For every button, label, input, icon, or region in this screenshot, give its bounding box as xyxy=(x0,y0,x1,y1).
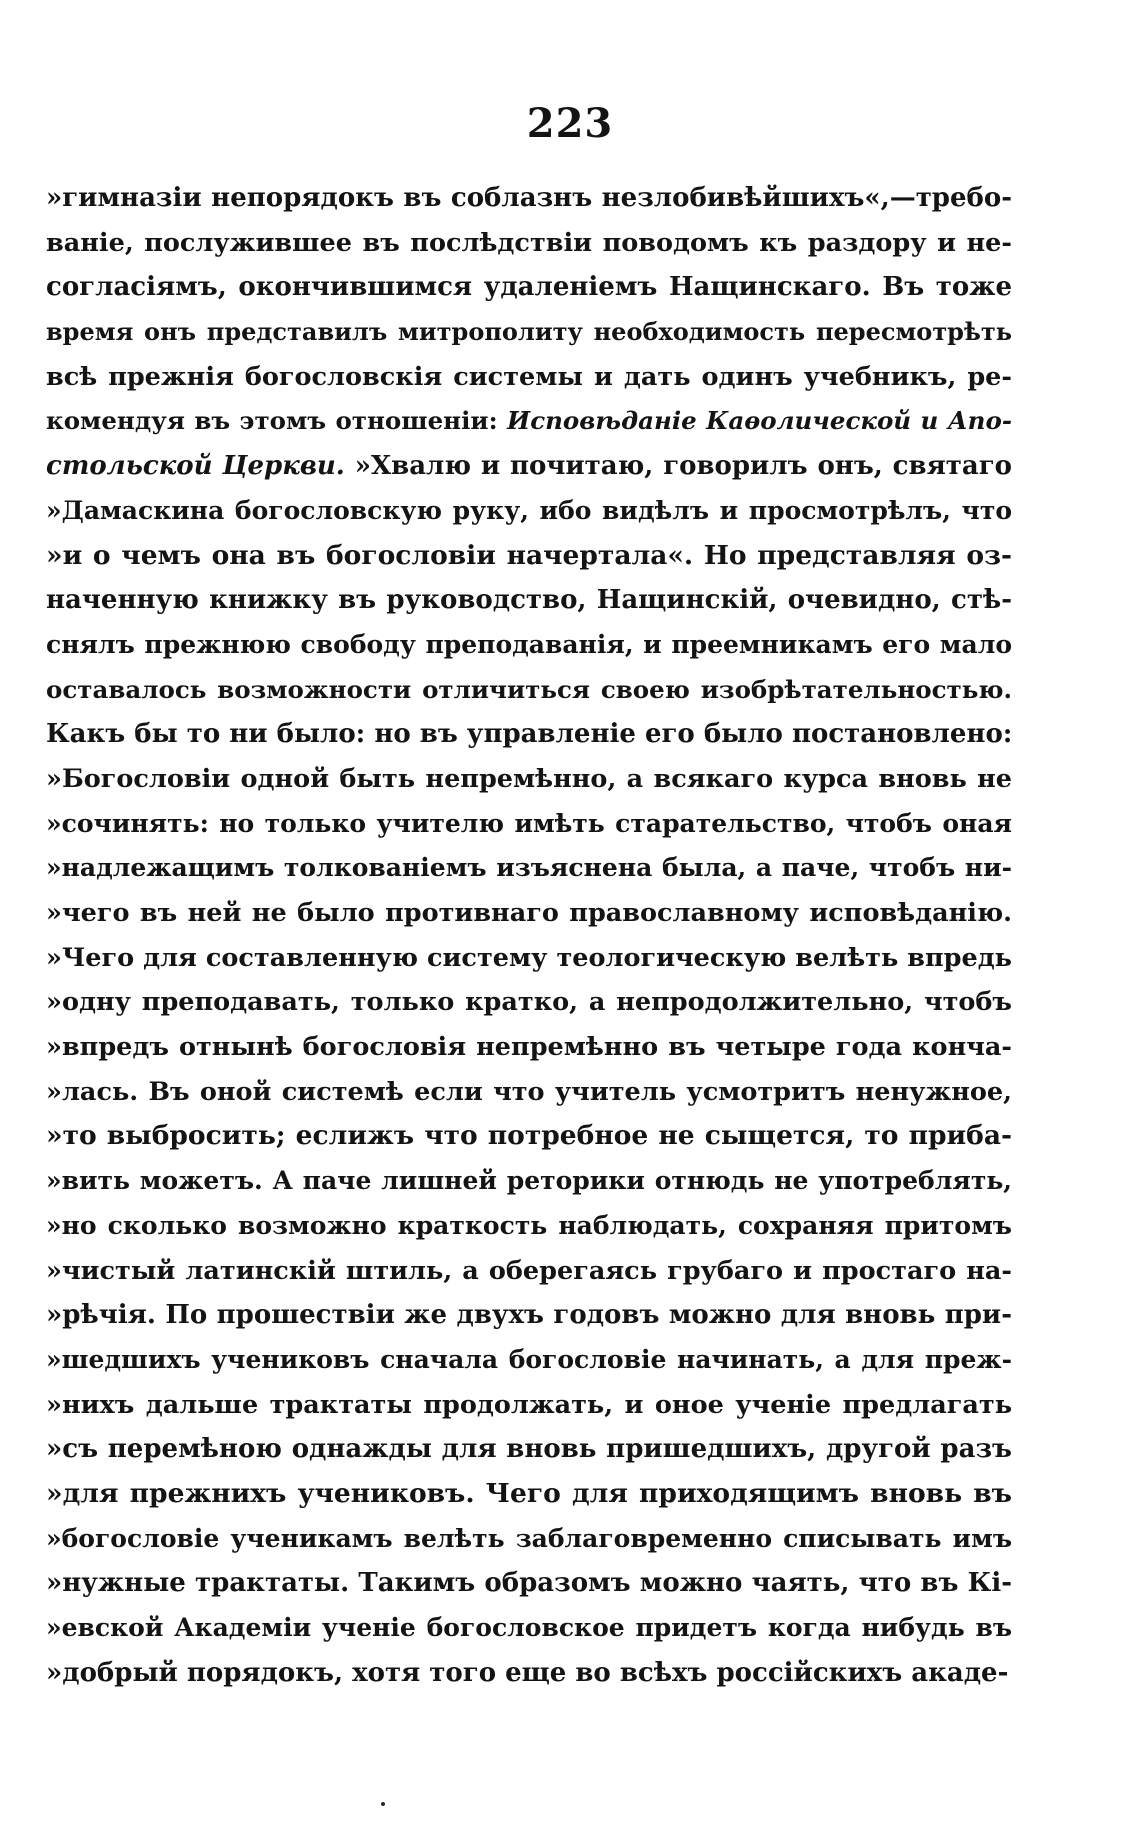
text-line xyxy=(46,444,1012,489)
text-line xyxy=(46,399,1012,444)
text-line: »евской Академіи ученіе богословское придетъ когда нибудь въ xyxy=(46,1613,1012,1642)
text-line: »лась. Въ оной системѣ если что учитель усмотритъ ненужное, xyxy=(46,1076,1012,1107)
text-line: всѣ прежнія богословскія системы и дать одинъ учебникъ, ре- xyxy=(46,361,1012,392)
text-line: »одну преподавать, только кратко, а непродолжительно, чтобъ xyxy=(46,987,1012,1018)
page-number: 223 xyxy=(526,100,614,147)
text-line: »Дамаскина богословскую руку, ибо видѣлъ и просмотрѣлъ, что xyxy=(46,495,1012,525)
line-text: комендуя въ этомъ отношеніи: xyxy=(46,406,508,436)
text-line: время онъ представилъ митрополиту необходимость пересмотрѣть xyxy=(46,317,1012,347)
text-line: »богословіе ученикамъ велѣть заблаговременно списывать имъ xyxy=(46,1523,1012,1553)
text-line: »гимназіи непорядокъ въ соблазнъ незлобивѣйшихъ«,—требо- xyxy=(46,183,1012,213)
text-line: »чего въ ней не было противнаго православному исповѣданію. xyxy=(46,898,1012,928)
text-line: »нихъ дальше трактаты продолжать, и оное ученіе предлагать xyxy=(46,1389,1012,1420)
text-line: »чистый латинскій штиль, а оберегаясь грубаго и простаго на- xyxy=(46,1255,1012,1286)
italic-title: Исповѣданіе Каѳолической и Апо- xyxy=(507,406,1012,436)
text-line: »нужные трактаты. Такимъ образомъ можно чаять, что въ Кі- xyxy=(46,1568,1012,1599)
text-line: »съ перемѣною однажды для вновь пришедшихъ, другой разъ xyxy=(46,1434,1012,1465)
text-line: снялъ прежнюю свободу преподаванія, и преемникамъ его мало xyxy=(46,629,1012,659)
text-line: »сочинять: но только учителю имѣть старательство, чтобъ оная xyxy=(46,808,1012,838)
text-line: »шедшихъ учениковъ сначала богословіе начинать, а для преж- xyxy=(46,1344,1012,1374)
text-line: согласіямъ, окончившимся удаленіемъ Нащинскаго. Въ тоже xyxy=(46,272,1012,303)
body-text xyxy=(46,176,1012,1695)
text-line: »впредъ отнынѣ богословія непремѣнно въ четыре года конча- xyxy=(46,1032,1012,1063)
print-speck xyxy=(381,1802,385,1806)
text-line: »Богословіи одной быть непремѣнно, а всякаго курса вновь не xyxy=(46,763,1012,794)
text-line: »надлежащимъ толкованіемъ изъяснена была, а паче, чтобъ ни- xyxy=(46,853,1012,883)
text-line: наченную книжку въ руководство, Нащинскій, очевидно, стѣ- xyxy=(46,585,1012,616)
text-line: »добрый порядокъ, хотя того еще во всѣхъ россійскихъ акаде- xyxy=(46,1657,1009,1688)
text-line: »но сколько возможно краткость наблюдать, сохраняя притомъ xyxy=(46,1210,1012,1240)
text-line: »Чего для составленную систему теологическую велѣть впредь xyxy=(46,942,1012,973)
text-line: »для прежнихъ учениковъ. Чего для приходящимъ вновь въ xyxy=(46,1477,1012,1509)
text-line: »и о чемъ она въ богословіи начертала«. Но представляя оз- xyxy=(46,539,1012,571)
text-line: »вить можетъ. А паче лишней реторики отнюдь не употреблять, xyxy=(46,1166,1012,1196)
text-line: »рѣчія. По прошествіи же двухъ годовъ можно для вновь при- xyxy=(46,1300,1012,1331)
line-text: »Хвалю и почитаю, говорилъ онъ, святаго xyxy=(344,451,1012,482)
text-line: ваніе, послужившее въ послѣдствіи поводомъ къ раздору и не- xyxy=(46,227,1012,258)
text-line: оставалось возможности отличиться своею изобрѣтательностью. xyxy=(46,674,1012,704)
text-line: »то выбросить; еслижъ что потребное не сыщется, то приба- xyxy=(46,1120,1012,1152)
italic-title: стольской Церкви. xyxy=(46,451,345,482)
text-line: Какъ бы то ни было: но въ управленіе его было постановлено: xyxy=(46,719,1012,750)
